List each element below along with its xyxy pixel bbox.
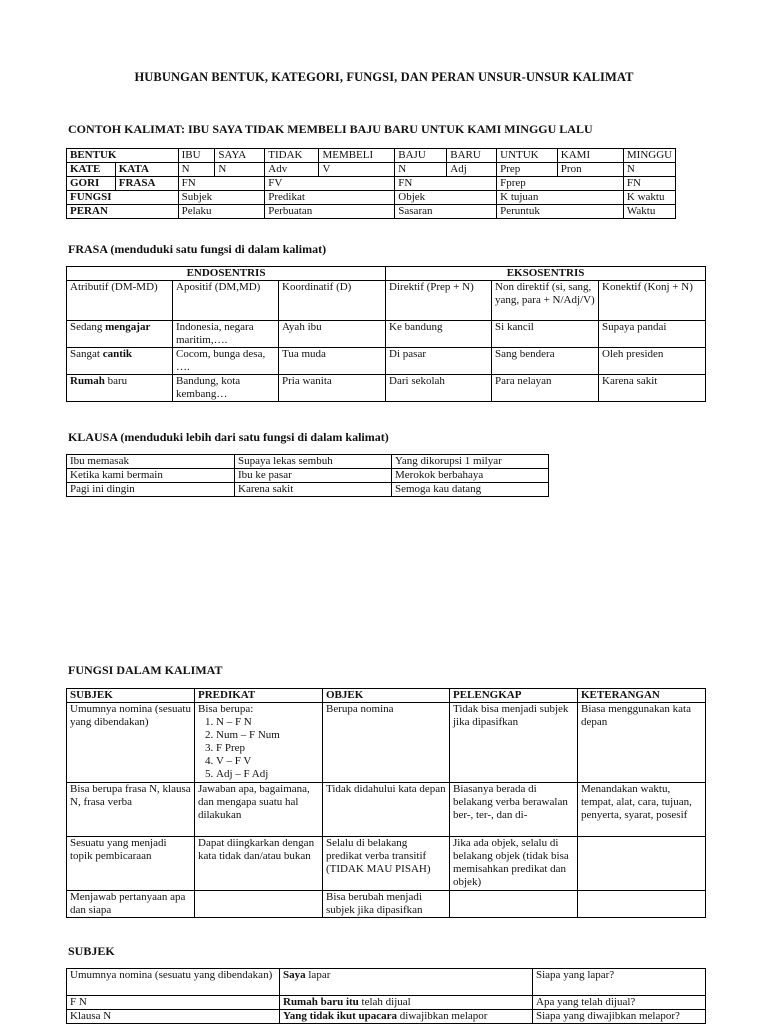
contoh-table	[66, 148, 676, 219]
table-cell: Umumnya nomina (sesuatu yang dibendakan)	[67, 969, 280, 996]
table-row	[67, 1010, 706, 1024]
column-header: OBJEK	[323, 689, 450, 703]
column-header: KETERANGAN	[578, 689, 706, 703]
table-cell: FN	[395, 177, 497, 191]
table-cell: Ketika kami bermain	[67, 469, 235, 483]
table-cell: Sang bendera	[492, 348, 599, 375]
table-cell: Klausa N	[67, 1010, 280, 1024]
table-cell: Yang tidak ikut upacara diwajibkan melapor	[280, 1010, 533, 1024]
table-cell: Subjek	[178, 191, 265, 205]
row-label: FUNGSI	[67, 191, 179, 205]
fungsi-table	[66, 688, 706, 918]
table-cell: Tidak didahului kata depan	[323, 783, 450, 837]
table-row	[67, 455, 549, 469]
table-cell	[450, 891, 578, 918]
table-cell: Ibu memasak	[67, 455, 235, 469]
table-cell: N	[395, 163, 447, 177]
table-cell: Cocom, bunga desa, ….	[173, 348, 279, 375]
table-cell: MEMBELI	[319, 149, 395, 163]
table-cell: Karena sakit	[599, 375, 706, 402]
table-cell: Jawaban apa, bagaimana, dan mengapa suatu hal dilakukan	[195, 783, 323, 837]
table-cell: Si kancil	[492, 321, 599, 348]
table-cell: Perbuatan	[265, 205, 395, 219]
predikat-list	[198, 716, 319, 781]
table-cell: IBU	[178, 149, 215, 163]
table-row	[67, 191, 676, 205]
klausa-table	[66, 454, 549, 497]
table-cell: Tua muda	[279, 348, 386, 375]
page-title: HUBUNGAN BENTUK, KATEGORI, FUNGSI, DAN PERAN UNSUR-UNSUR KALIMAT	[134, 70, 634, 84]
table-row	[67, 837, 706, 891]
table-cell: BARU	[447, 149, 497, 163]
frasa-table	[66, 266, 706, 402]
list-item: 4. V – F V	[216, 755, 319, 768]
row-label: GORI	[67, 177, 116, 191]
table-cell: N	[215, 163, 265, 177]
column-header: Non direktif (si, sang, yang, para + N/Adj/V)	[492, 281, 599, 321]
column-header: ENDOSENTRIS	[67, 267, 386, 281]
table-cell: Pagi ini dingin	[67, 483, 235, 497]
row-label: KATE	[67, 163, 116, 177]
table-row	[67, 281, 706, 321]
table-cell: N	[178, 163, 215, 177]
table-cell: KAMI	[557, 149, 623, 163]
table-cell: V	[319, 163, 395, 177]
klausa-heading: KLAUSA (menduduki lebih dari satu fungsi di dalam kalimat)	[68, 430, 389, 444]
table-cell: Bandung, kota kembang…	[173, 375, 279, 402]
table-cell: Yang dikorupsi 1 milyar	[392, 455, 549, 469]
table-cell: Para nelayan	[492, 375, 599, 402]
table-row	[67, 375, 706, 402]
table-cell: Dari sekolah	[386, 375, 492, 402]
table-cell: Biasanya berada di belakang verba berawalan ber-, ter-, dan di-	[450, 783, 578, 837]
table-row	[67, 689, 706, 703]
column-header: PREDIKAT	[195, 689, 323, 703]
table-cell: Supaya pandai	[599, 321, 706, 348]
subjek-table	[66, 968, 706, 1024]
table-cell: Objek	[395, 191, 497, 205]
table-cell: Fprep	[497, 177, 624, 191]
table-cell: UNTUK	[497, 149, 558, 163]
table-cell: Waktu	[623, 205, 675, 219]
table-cell: FN	[623, 177, 675, 191]
table-cell: Menandakan waktu, tempat, alat, cara, tujuan, penyerta, syarat, posesif	[578, 783, 706, 837]
column-header: PELENGKAP	[450, 689, 578, 703]
table-cell: Biasa menggunakan kata depan	[578, 703, 706, 783]
table-row	[67, 163, 676, 177]
table-row	[67, 891, 706, 918]
table-cell: Pron	[557, 163, 623, 177]
column-header: EKSOSENTRIS	[386, 267, 706, 281]
table-cell	[195, 891, 323, 918]
table-row	[67, 177, 676, 191]
table-cell: Saya lapar	[280, 969, 533, 996]
table-cell: Bisa berupa: 1. N – F N 2. Num – F Num 3. F Prep 4. V – F V 5. Adj – F Adj	[195, 703, 323, 783]
table-cell: Bisa berupa frasa N, klausa N, frasa verba	[67, 783, 195, 837]
table-row	[67, 483, 549, 497]
table-row	[67, 149, 676, 163]
table-cell: K tujuan	[497, 191, 624, 205]
table-cell: Karena sakit	[235, 483, 392, 497]
table-cell: Jika ada objek, selalu di belakang objek (tidak bisa memisahkan predikat dan objek)	[450, 837, 578, 891]
table-cell: Tidak bisa menjadi subjek jika dipasifkan	[450, 703, 578, 783]
table-cell	[578, 837, 706, 891]
table-cell: Oleh presiden	[599, 348, 706, 375]
table-cell: Berupa nomina	[323, 703, 450, 783]
table-cell: K waktu	[623, 191, 675, 205]
table-cell: Peruntuk	[497, 205, 624, 219]
list-item: 1. N – F N	[216, 716, 319, 729]
list-item: 3. F Prep	[216, 742, 319, 755]
table-cell: Prep	[497, 163, 558, 177]
list-item: 2. Num – F Num	[216, 729, 319, 742]
column-header: Koordinatif (D)	[279, 281, 386, 321]
table-cell: Adj	[447, 163, 497, 177]
table-row	[67, 267, 706, 281]
table-cell: BAJU	[395, 149, 447, 163]
table-cell: Siapa yang diwajibkan melapor?	[533, 1010, 706, 1024]
table-cell: Sedang mengajar	[67, 321, 173, 348]
table-cell: F N	[67, 996, 280, 1010]
table-row	[67, 996, 706, 1010]
table-cell: Umumnya nomina (sesuatu yang dibendakan)	[67, 703, 195, 783]
table-cell: Apa yang telah dijual?	[533, 996, 706, 1010]
table-cell: Supaya lekas sembuh	[235, 455, 392, 469]
table-cell: Dapat diingkarkan dengan kata tidak dan/atau bukan	[195, 837, 323, 891]
table-cell: Sasaran	[395, 205, 497, 219]
table-cell: Merokok berbahaya	[392, 469, 549, 483]
table-row	[67, 205, 676, 219]
table-row	[67, 469, 549, 483]
table-cell: Siapa yang lapar?	[533, 969, 706, 996]
row-label: KATA	[115, 163, 178, 177]
table-cell: Sangat cantik	[67, 348, 173, 375]
table-cell: Pria wanita	[279, 375, 386, 402]
table-cell: Di pasar	[386, 348, 492, 375]
row-label: BENTUK	[67, 149, 179, 163]
table-cell: N	[623, 163, 675, 177]
table-cell: FV	[265, 177, 395, 191]
table-cell: Pelaku	[178, 205, 265, 219]
table-cell: Menjawab pertanyaan apa dan siapa	[67, 891, 195, 918]
table-cell: Ibu ke pasar	[235, 469, 392, 483]
table-cell: Ke bandung	[386, 321, 492, 348]
table-cell: Rumah baru	[67, 375, 173, 402]
contoh-heading: CONTOH KALIMAT: IBU SAYA TIDAK MEMBELI BAJU BARU UNTUK KAMI MINGGU LALU	[68, 122, 593, 136]
table-cell: Adv	[265, 163, 319, 177]
frasa-heading: FRASA (menduduki satu fungsi di dalam kalimat)	[68, 242, 327, 256]
row-label: PERAN	[67, 205, 179, 219]
column-header: Apositif (DM,MD)	[173, 281, 279, 321]
subjek-heading: SUBJEK	[68, 944, 115, 958]
table-row	[67, 783, 706, 837]
list-item: 5. Adj – F Adj	[216, 768, 319, 781]
table-cell: Rumah baru itu telah dijual	[280, 996, 533, 1010]
table-cell: FN	[178, 177, 265, 191]
table-row	[67, 969, 706, 996]
table-cell: Sesuatu yang menjadi topik pembicaraan	[67, 837, 195, 891]
column-header: Konektif (Konj + N)	[599, 281, 706, 321]
table-row	[67, 703, 706, 783]
fungsi-heading: FUNGSI DALAM KALIMAT	[68, 663, 223, 677]
table-cell: Bisa berubah menjadi subjek jika dipasifkan	[323, 891, 450, 918]
table-cell: TIDAK	[265, 149, 319, 163]
table-cell: Ayah ibu	[279, 321, 386, 348]
table-cell: Indonesia, negara maritim,….	[173, 321, 279, 348]
row-label: FRASA	[115, 177, 178, 191]
column-header: Direktif (Prep + N)	[386, 281, 492, 321]
table-cell: Selalu di belakang predikat verba transitif (TIDAK MAU PISAH)	[323, 837, 450, 891]
table-cell	[578, 891, 706, 918]
table-row	[67, 321, 706, 348]
table-cell: MINGGU	[623, 149, 675, 163]
column-header: SUBJEK	[67, 689, 195, 703]
table-cell: Semoga kau datang	[392, 483, 549, 497]
table-cell: Predikat	[265, 191, 395, 205]
table-cell: SAYA	[215, 149, 265, 163]
column-header: Atributif (DM-MD)	[67, 281, 173, 321]
table-row	[67, 348, 706, 375]
